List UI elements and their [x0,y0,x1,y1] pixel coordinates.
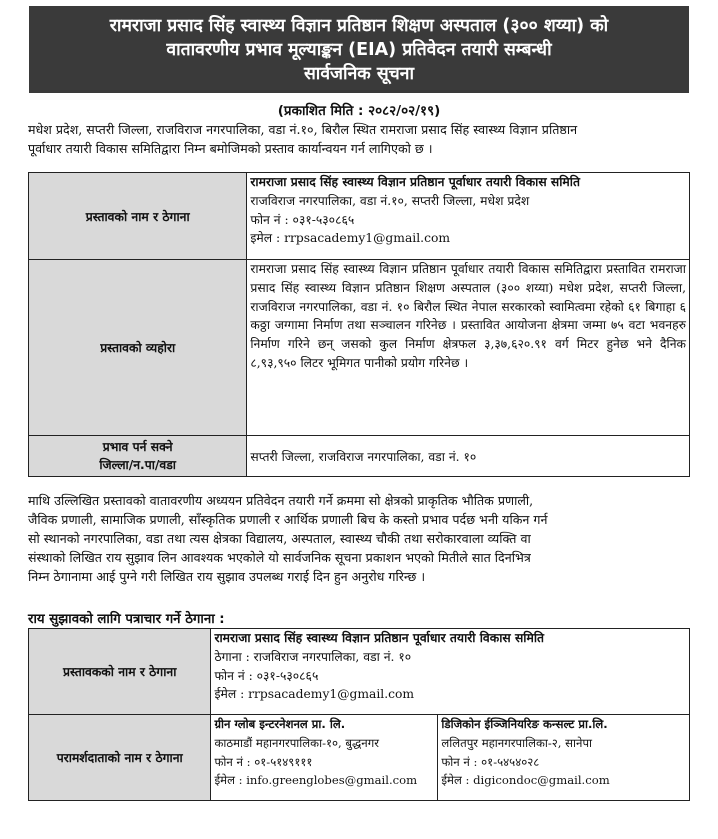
header-title-line-2: वातावरणीय प्रभाव मूल्याङ्कन (EIA) प्रतिवेदन तयारी सम्बन्धी [166,40,552,60]
contact-proponent-phone: फोन नं : ०३१-५३०८६५ [214,668,319,683]
proponent-phone: फोन नं : ०३१-५३०८६५ [250,212,355,227]
header-title-line-1: रामराजा प्रसाद सिंह स्वास्थ्य विज्ञान प्रतिष्ठान शिक्षण अस्पताल (३०० शय्या) को [109,16,609,36]
consultant-1-name: ग्रीन ग्लोब इन्टरनेशनल प्रा. लि. [214,717,346,731]
proponent-address: राजविराज नगरपालिका, वडा नं.१०, सप्तरी जिल्ला, मधेश प्रदेश [250,193,530,208]
contact-proponent-cell [211,629,690,715]
consultant-label: परामर्शदाताको नाम र ठेगाना [29,715,211,801]
body-line-2: जैविक प्रणाली, सामाजिक प्रणाली, साँस्कृतिक प्रणाली र आर्थिक प्रणाली बिच के कस्तो प्रभाव पर्दछ भनी यकिन गर्न [28,512,548,527]
intro-line-1: मधेश प्रदेश, सप्तरी जिल्ला, राजविराज नगरपालिका, वडा नं.१०, बिरौल स्थित रामराजा प्रसाद सिंह स्वास्थ्य विज्ञान प्रतिष्ठान [28,122,578,137]
proponent-name: रामराजा प्रसाद सिंह स्वास्थ्य विज्ञान प्रतिष्ठान पूर्वाधार तयारी विकास समिति [250,175,580,189]
contact-proponent-address: ठेगाना : राजविराज नगरपालिका, वडा नं. १० [214,649,412,664]
contact-heading: राय सुझावको लागि पत्राचार गर्ने ठेगाना : [28,612,225,627]
consultant-2-email: ईमेल : digicondoc@gmail.com [441,773,610,788]
proposal-table [28,172,690,477]
consultant-1-phone: फोन नं : ०१-५१४९१११ [214,754,313,769]
published-date: (प्रकाशित मिति : २०८२/०२/१९) [277,103,441,119]
contact-table [28,628,690,801]
consultant-2-phone: फोन नं : ०१-५४५४०२८ [441,754,540,769]
header-title-line-3: सार्वजनिक सूचना [303,64,415,84]
intro-paragraph [28,120,690,158]
consultant-2-name: डिजिकोन ईञ्जिनियरिङ कन्सल्ट प्रा.लि. [441,717,608,731]
body-line-3: सो स्थानको नगरपालिका, वडा तथा त्यस क्षेत्रका विद्यालय, अस्पताल, स्वास्थ्य चौकी तथा सरोकारवाला व्यक्ति वा [28,531,531,546]
proponent-email: इमेल : rrpsacademy1@gmail.com [250,231,451,246]
body-line-5: निम्न ठेगानामा आई पुग्ने गरी लिखित राय सुझाव उपलब्ध गराई दिन हुन अनुरोध गरिन्छ । [28,569,426,584]
contact-proponent-name: रामराजा प्रसाद सिंह स्वास्थ्य विज्ञान प्रतिष्ठान पूर्वाधार तयारी विकास समिति [214,631,545,645]
consultant-2-address: ललितपुर महानगरपालिका-२, सानेपा [441,735,593,750]
proponent-cell [247,173,690,260]
body-line-4: संस्थाको लिखित राय सुझाव लिन आवश्यक भएकोले यो सार्वजनिक सूचना प्रकाशन भएको मितीले सात दिनभित्र [28,550,531,565]
description-label: प्रस्तावको व्यहोरा [29,260,247,436]
body-paragraph [28,491,690,586]
consultant-2-cell [438,715,690,801]
body-line-1: माथि उल्लिखित प्रस्तावको वातावरणीय अध्ययन प्रतिवेदन तयारी गर्ने क्रममा सो क्षेत्रको प्राकृतिक भौतिक प्रणाली, [28,493,534,508]
proposal-description: रामराजा प्रसाद सिंह स्वास्थ्य विज्ञान प्रतिष्ठान पूर्वाधार तयारी विकास समितिद्वारा प्रस्तावित रामराजा प्रसाद सिंह स्वास्थ्य विज्ञान प्रतिष्ठान शिक्षण अस्पताल (३०० शय्या) मधेश प्रदेश, सप्तरी जिल्ला, राजविराज नगरपालिका, वडा नं. १० बिरौल स्थित नेपाल सरकारको स्वामित्वमा रहेको ६१ बिगाहा ६ कठ्ठा जग्गामा निर्माण तथा सञ्चालन गरिनेछ । प्रस्तावित आयोजना क्षेत्रमा जम्मा ७५ वटा भवनहरु निर्माण गरिने छन् जसको कुल निर्माण क्षेत्रफल ३,३७,६२०.९१ वर्ग मिटर हुनेछ भने दैनिक ८,९३,९५० लिटर भूमिगत पानीको प्रयोग गरिनेछ । [247,260,690,436]
intro-line-2: पूर्वाधार तयारी विकास समितिद्वारा निम्न बमोजिमको प्रस्ताव कार्यान्वयन गर्न लागिएको छ । [28,141,433,156]
contact-proponent-email: ईमेल : rrpsacademy1@gmail.com [214,687,415,702]
affected-area-value: सप्तरी जिल्ला, राजविराज नगरपालिका, वडा नं. १० [247,436,690,477]
consultant-1-email: ईमेल : info.greenglobes@gmail.com [214,773,418,788]
consultant-1-cell [211,715,438,801]
consultant-1-address: काठमाडौं महानगरपालिका-१०, बुद्धनगर [214,735,380,750]
contact-proponent-label: प्रस्तावकको नाम र ठेगाना [29,629,211,715]
notice-header [29,6,689,93]
affected-area-label: प्रभाव पर्न सक्ने जिल्ला/न.पा/वडा [29,436,247,477]
proponent-label: प्रस्तावको नाम र ठेगाना [29,173,247,260]
